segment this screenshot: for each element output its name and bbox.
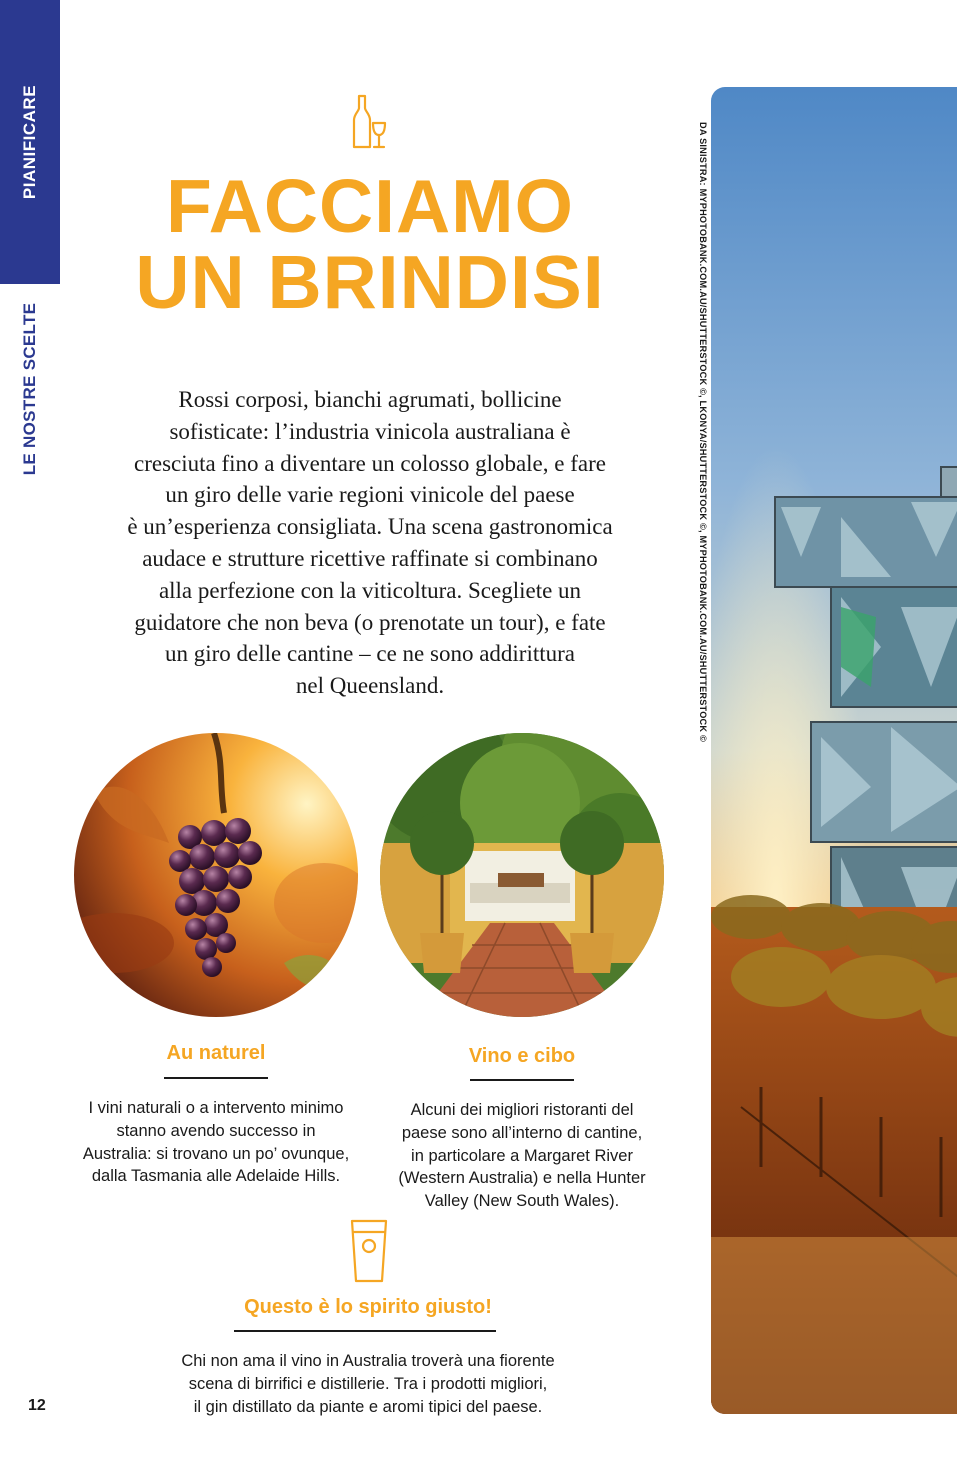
au-naturel-line: I vini naturali o a intervento minimo bbox=[88, 1099, 344, 1117]
sidebar-tab-label: PIANIFICARE bbox=[20, 84, 39, 200]
intro-line: guidatore che non beva (o prenotate un tour), e fate bbox=[134, 609, 606, 635]
title-line-1: FACCIAMO bbox=[166, 164, 574, 248]
page-number: 12 bbox=[28, 1397, 46, 1414]
vino-cibo-line: (Western Australia) e nella Hunter bbox=[398, 1169, 646, 1188]
wine-bottle-glass-icon bbox=[349, 93, 389, 151]
vino-cibo-line: Valley (New South Wales). bbox=[424, 1192, 620, 1211]
sidebar-tab bbox=[0, 0, 60, 284]
intro-line: un giro delle varie regioni vinicole del paese bbox=[165, 482, 575, 508]
spirito-line: il gin distillato da piante e aromi tipici del paese. bbox=[193, 1397, 543, 1416]
photo-credits: DA SINISTRA: MYPHOTOBANK.COM.AU/SHUTTERSTOCK ©, LKONYA/SHUTTERSTOCK ©, MYPHOTOBANK.COM.AU/SHUTTERSTOCK © bbox=[698, 122, 708, 742]
page-title bbox=[80, 164, 660, 324]
intro-line: alla perfezione con la viticoltura. Scegliete un bbox=[158, 577, 582, 603]
vino-cibo-line: paese sono all’interno di cantine, bbox=[401, 1123, 643, 1142]
intro-line: audace e strutture ricettive raffinate si combinano bbox=[142, 545, 598, 571]
vino-cibo-rule bbox=[470, 1079, 574, 1081]
au-naturel-rule bbox=[164, 1077, 268, 1079]
au-naturel-text bbox=[66, 1097, 366, 1188]
spirito-rule bbox=[234, 1330, 496, 1332]
section-label: LE NOSTRE SCELTE bbox=[20, 302, 39, 476]
spirito-text bbox=[118, 1350, 618, 1418]
title-line-2: UN BRINDISI bbox=[135, 240, 605, 324]
grapes-photo bbox=[74, 733, 358, 1017]
vino-cibo-line: in particolare a Margaret River bbox=[411, 1146, 633, 1165]
au-naturel-line: stanno avendo successo in bbox=[116, 1121, 316, 1140]
vino-cibo-line: Alcuni dei migliori ristoranti del bbox=[410, 1101, 634, 1119]
spirito-line: Chi non ama il vino in Australia troverà una fiorente bbox=[181, 1352, 555, 1370]
au-naturel-heading: Au naturel bbox=[166, 1042, 266, 1064]
garden-restaurant-photo bbox=[380, 733, 664, 1017]
intro-line: sofisticate: l’industria vinicola australiana è bbox=[169, 418, 571, 444]
intro-paragraph bbox=[70, 384, 670, 702]
spirito-line: scena di birrifici e distillerie. Tra i prodotti migliori, bbox=[188, 1374, 548, 1393]
intro-line: un giro delle cantine – ce ne sono addirittura bbox=[164, 641, 576, 667]
beer-glass-icon bbox=[349, 1218, 389, 1284]
intro-line: è un’esperienza consigliata. Una scena gastronomica bbox=[127, 514, 613, 540]
intro-line: nel Queensland. bbox=[295, 673, 445, 699]
intro-line: cresciuta fino a diventare un colosso globale, e fare bbox=[134, 450, 606, 476]
au-naturel-line: Australia: si trovano un po’ ovunque, bbox=[82, 1144, 350, 1163]
vino-cibo-text bbox=[372, 1099, 672, 1213]
winery-cube-photo bbox=[711, 87, 957, 1414]
vino-cibo-heading: Vino e cibo bbox=[468, 1045, 576, 1067]
au-naturel-line: dalla Tasmania alle Adelaide Hills. bbox=[91, 1167, 341, 1186]
intro-line: Rossi corposi, bianchi agrumati, bollicine bbox=[178, 387, 562, 412]
spirito-heading: Questo è lo spirito giusto! bbox=[244, 1296, 492, 1318]
